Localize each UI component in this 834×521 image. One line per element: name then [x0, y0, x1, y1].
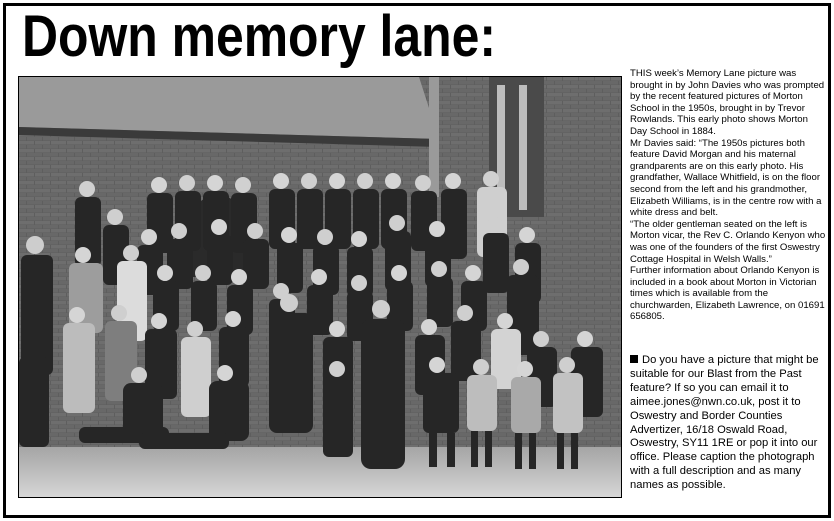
article-paragraph: Mr Davies said: “The 1950s pictures both feature David Morgan and his maternal grandparents are on this early photo. His grandfather, Wallace Whitfield, is on the floor second from the left and his grandmother, Elizabeth Williams, is in the centre row with a white dress and belt.	[630, 137, 822, 219]
headline: Down memory lane:	[22, 4, 496, 69]
article-paragraph: Further information about Orlando Kenyon is included in a book about Morton in Victorian times which is available from the churchwarden, Elizabeth Lawrence, on 01691 656805.	[630, 265, 825, 323]
square-bullet-icon	[630, 355, 638, 363]
submission-callout	[630, 354, 826, 493]
article-body	[630, 68, 826, 323]
callout-text: Do you have a picture that might be suitable for our Blast from the Past feature? If so you can email it to aimee.jones@nwn.co.uk, post it to Oswestry and Border Counties Advertizer, 16/18 Oswald Road, Oswestry, SY11 1RE or pop it into our office. Please caption the photograph with a full description and as many names as possible.	[630, 354, 819, 492]
photo-illustration	[19, 77, 622, 498]
article-paragraph: THIS week’s Memory Lane picture was brought in by John Davies who was prompted by the recent featured pictures of Morton School in the 1950s, brought in by Trevor Rowlands. This early photo shows Morton Day School in 1884.	[630, 68, 825, 137]
article-paragraph: “The older gentleman seated on the left is Morton vicar, the Rev C. Orlando Kenyon who was one of the founders of the first Oswestry Cottage Hospital in Welsh Walls.”	[630, 218, 826, 265]
school-group-photo	[18, 76, 622, 498]
